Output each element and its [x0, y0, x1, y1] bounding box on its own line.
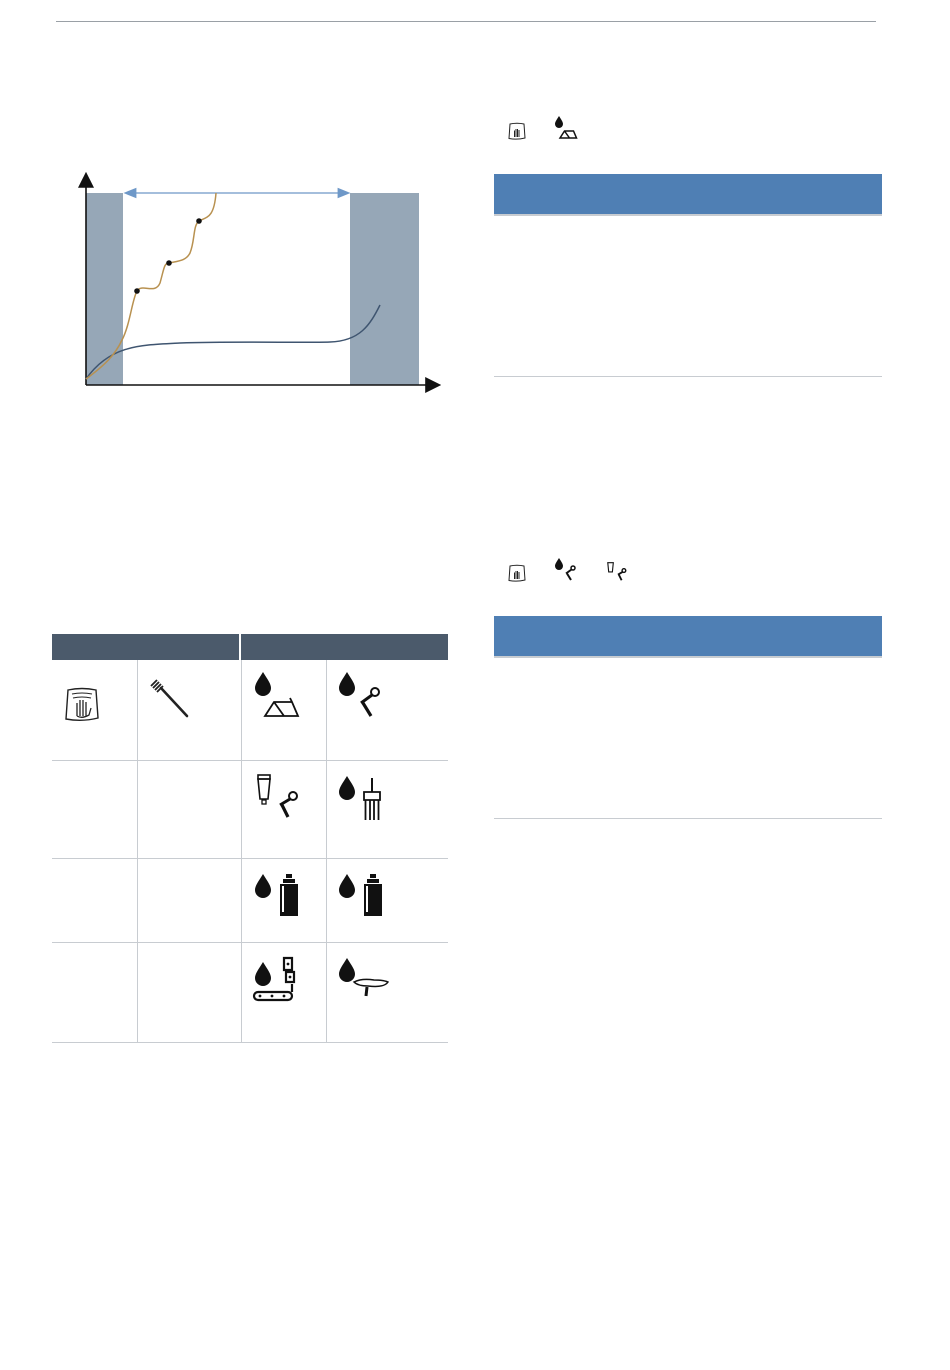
- table-row-divider: [52, 760, 448, 761]
- section-1-bottom-rule: [494, 376, 882, 377]
- section-2-bottom-rule: [494, 818, 882, 819]
- oil-fork-icon: [336, 774, 386, 826]
- chart-point: [196, 218, 202, 224]
- wear-chart: [60, 165, 450, 405]
- section-2-icons: [507, 563, 637, 587]
- brush-icon: [149, 678, 193, 722]
- chart-point: [134, 288, 140, 294]
- table-header-cleaning: [52, 634, 239, 660]
- table-divider: [326, 660, 327, 1042]
- cloth-hand-icon: [507, 121, 527, 141]
- oil-frame-icon: [252, 670, 302, 722]
- grease-tube-suspension-icon: [252, 772, 304, 822]
- oil-spray-icon: [336, 870, 386, 920]
- oil-suspension-icon: [336, 670, 386, 722]
- table-row-divider: [52, 858, 448, 859]
- oil-saddle-icon: [336, 956, 392, 1004]
- table-header-lubrication: [241, 634, 448, 660]
- cloth-hand-icon: [507, 563, 527, 583]
- chart-zone-end: [350, 193, 419, 385]
- header-rule: [56, 21, 876, 22]
- oil-suspension-icon: [553, 557, 579, 583]
- chart-zone-start: [86, 193, 123, 385]
- oil-frame-icon: [553, 115, 579, 141]
- chart-point: [166, 260, 172, 266]
- table-divider: [241, 660, 242, 1042]
- oil-spray-icon: [252, 870, 302, 920]
- section-1-header-bar: [494, 174, 882, 216]
- section-2-header-bar: [494, 616, 882, 658]
- grease-tube-suspension-icon: [605, 559, 629, 583]
- cloth-hand-icon: [62, 684, 102, 724]
- table-divider: [137, 660, 138, 1042]
- table-row-divider: [52, 942, 448, 943]
- oil-chain-icon: [250, 956, 304, 1006]
- section-1-icons: [507, 121, 587, 145]
- table-bottom-rule: [52, 1042, 448, 1043]
